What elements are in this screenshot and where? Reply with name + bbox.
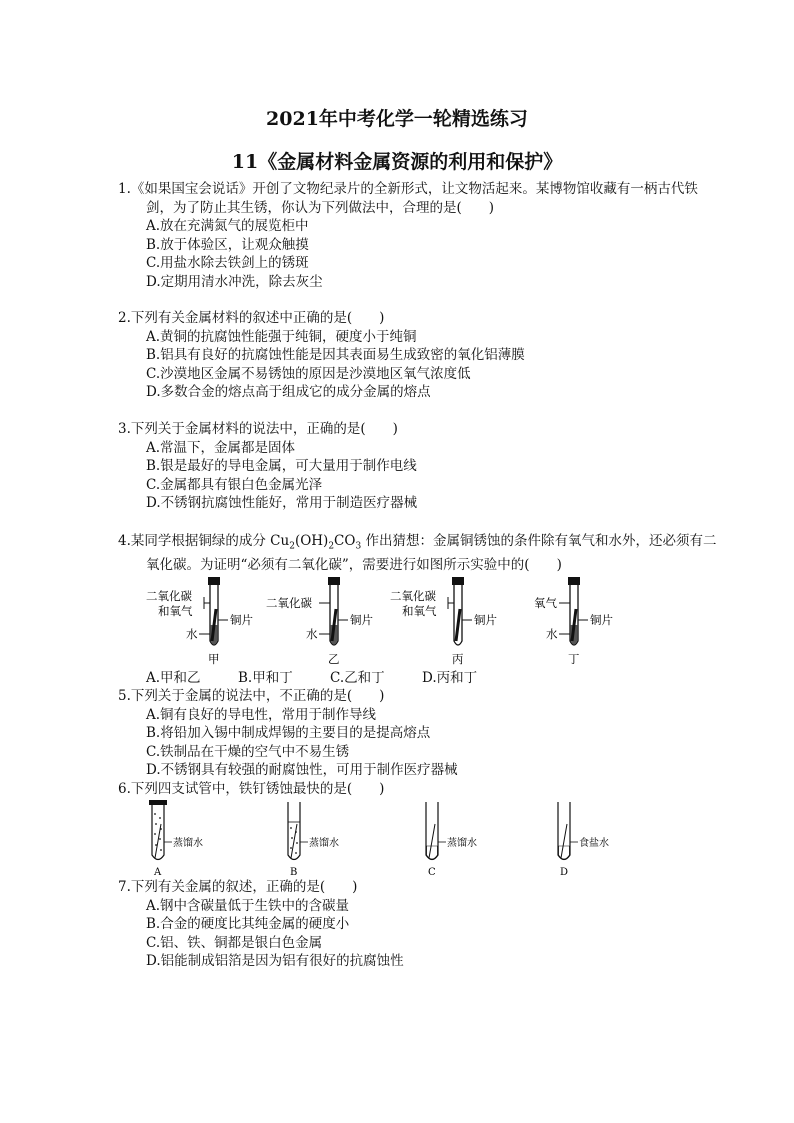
question-6 xyxy=(118,780,718,799)
question-stem: 1.《如果国宝会说话》开创了文物纪录片的全新形式，让文物活起来。某博物馆收藏有一柄古代铁剑，为了防止其生锈，你认为下列做法中，合理的是( ) xyxy=(118,181,698,216)
tube-jia xyxy=(146,577,253,666)
gas-label-line2: 和氧气 xyxy=(158,604,193,618)
option-b: B.甲和丁 xyxy=(238,670,293,686)
tube-ding xyxy=(534,577,613,666)
water-label: 水 xyxy=(546,627,558,641)
water-label: 水 xyxy=(186,627,198,641)
tube-caption: C xyxy=(428,867,436,878)
question-stem: 7.下列有关金属的叙述，正确的是( ) xyxy=(118,879,358,895)
option-d: D.不锈钢抗腐蚀性能好，常用于制造医疗器械 xyxy=(146,495,418,511)
copper-rust-experiment-figure xyxy=(140,575,660,667)
option-c: C.用盐水除去铁剑上的锈斑 xyxy=(146,255,309,271)
liquid-label: 食盐水 xyxy=(579,838,609,849)
tube-d xyxy=(558,802,609,878)
option-b: B.银是最好的导电金属，可大量用于制作电线 xyxy=(146,458,417,474)
tube-caption: 甲 xyxy=(208,652,220,666)
tube-caption: 乙 xyxy=(328,652,340,666)
tube-caption: A xyxy=(154,867,162,878)
question-4-options xyxy=(118,669,718,688)
option-c: C.金属都具有银白色金属光泽 xyxy=(146,476,323,493)
gas-label-line1: 二氧化碳 xyxy=(390,589,436,603)
tube-caption: 丙 xyxy=(452,652,464,666)
metal-label: 铜片 xyxy=(590,613,613,627)
tube-yi xyxy=(266,577,373,666)
option-b: B.放于体验区，让观众触摸 xyxy=(146,236,309,253)
option-b: B.将铅加入锡中制成焊锡的主要目的是提高熔点 xyxy=(146,725,431,741)
question-2 xyxy=(118,309,718,402)
option-d: D.多数合金的熔点高于组成它的成分金属的熔点 xyxy=(146,384,431,400)
option-c: C.沙漠地区金属不易锈蚀的原因是沙漠地区氧气浓度低 xyxy=(146,365,471,382)
metal-label: 铜片 xyxy=(350,613,373,627)
question-stem: 2.下列有关金属材料的叙述中正确的是( ) xyxy=(118,310,385,326)
tube-b xyxy=(288,802,339,878)
question-4 xyxy=(118,532,718,575)
question-stem: 5.下列关于金属的说法中，不正确的是( ) xyxy=(118,688,385,704)
question-stem: 6.下列四支试管中，铁钉锈蚀最快的是( ) xyxy=(118,781,385,797)
option-a: A.黄铜的抗腐蚀性能强于纯铜，硬度小于纯铜 xyxy=(146,328,417,345)
option-a: A.铜有良好的导电性，常用于制作导线 xyxy=(146,706,377,723)
option-a: A.钢中含碳量低于生铁中的含碳量 xyxy=(146,897,350,914)
gas-label-line1: 二氧化碳 xyxy=(266,596,312,610)
tube-a xyxy=(149,800,203,878)
question-1 xyxy=(118,180,718,291)
option-d: D.丙和丁 xyxy=(422,670,478,686)
metal-label: 铜片 xyxy=(474,613,497,627)
metal-label: 铜片 xyxy=(230,613,253,627)
gas-label-line1: 氧气 xyxy=(534,596,557,610)
option-d: D.铝能制成铝箔是因为铝有很好的抗腐蚀性 xyxy=(146,953,404,969)
liquid-label: 蒸馏水 xyxy=(309,838,339,849)
option-a: A.常温下，金属都是固体 xyxy=(146,439,296,456)
page-subtitle: 11《金属材料金属资源的利用和保护》 xyxy=(231,151,563,173)
question-3 xyxy=(118,420,718,513)
liquid-label: 蒸馏水 xyxy=(447,838,477,849)
iron-nail-tubes-figure xyxy=(140,800,640,880)
option-c: C.铝、铁、铜都是银白色金属 xyxy=(146,934,323,951)
option-a: A.放在充满氮气的展览柜中 xyxy=(146,218,309,234)
gas-label-line1: 二氧化碳 xyxy=(146,589,192,603)
gas-label-line2: 和氧气 xyxy=(402,604,437,618)
question-stem: 4.某同学根据铜绿的成分 $Cu_2(OH)_2CO_3$ 作出猜想：金属铜锈蚀的条件除有氧气和水外，还必须有二氧化碳。为证明“必须有二氧化碳”，需要进行如图所示实验中的( ) xyxy=(118,533,717,574)
tube-caption: B xyxy=(290,867,298,878)
liquid-label: 蒸馏水 xyxy=(173,838,203,849)
question-7 xyxy=(118,878,718,971)
option-d: D.定期用清水冲洗，除去灰尘 xyxy=(146,273,323,290)
question-5 xyxy=(118,687,718,780)
tube-c xyxy=(426,802,477,878)
option-b: B.合金的硬度比其纯金属的硬度小 xyxy=(146,916,350,932)
option-row xyxy=(146,669,718,688)
option-b: B.铝具有良好的抗腐蚀性能是因其表面易生成致密的氧化铝薄膜 xyxy=(146,347,525,363)
option-c: C.乙和丁 xyxy=(330,670,385,686)
option-d: D.不锈钢具有较强的耐腐蚀性，可用于制作医疗器械 xyxy=(146,762,458,778)
tube-caption: D xyxy=(560,867,569,878)
page-title: 2021年中考化学一轮精选练习 xyxy=(266,108,528,130)
tube-bing xyxy=(390,577,497,666)
tube-caption: 丁 xyxy=(568,652,580,666)
option-a: A.甲和乙 xyxy=(146,670,201,686)
question-stem: 3.下列关于金属材料的说法中，正确的是( ) xyxy=(118,421,398,437)
option-c: C.铁制品在干燥的空气中不易生锈 xyxy=(146,743,350,760)
water-label: 水 xyxy=(306,627,318,641)
